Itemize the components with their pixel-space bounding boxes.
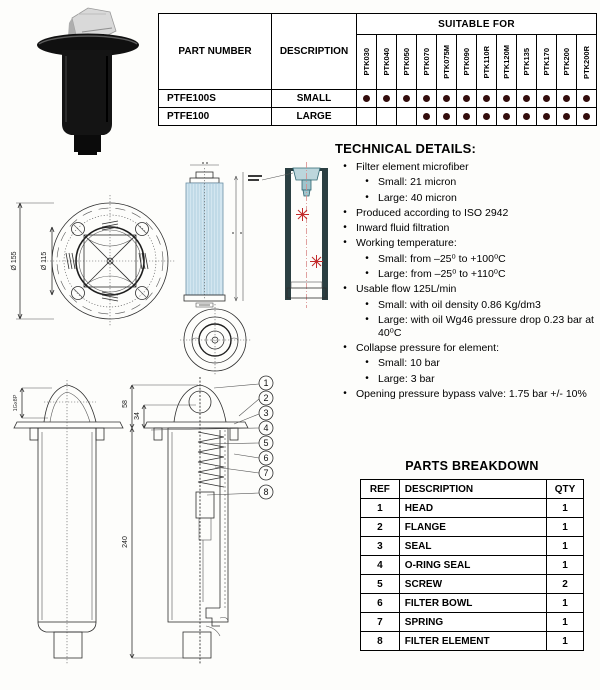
compatibility-table: [158, 13, 597, 126]
technical-detail-text: Opening pressure bypass valve: 1.75 bar +/- 10%: [356, 387, 587, 400]
technical-detail-item: [341, 283, 597, 339]
ref-cell: 2: [361, 518, 400, 537]
compatibility-cell: [417, 90, 437, 108]
svg-text:2: 2: [263, 393, 269, 403]
technical-detail-subrow: [363, 314, 597, 340]
product-photo: [22, 4, 154, 156]
qty-cell: 1: [547, 613, 584, 632]
model-column-label: PTK030: [361, 48, 371, 76]
qty-cell: 1: [547, 518, 584, 537]
dim-flange-height: [134, 405, 196, 428]
technical-detail-row: [341, 283, 597, 296]
compatibility-dot: [383, 95, 390, 102]
parts-table-row: [361, 632, 584, 651]
ref-cell: 6: [361, 594, 400, 613]
model-column-label: PTK040: [381, 48, 391, 76]
bowl-section-view: [248, 162, 328, 308]
part-number-header: PART NUMBER: [159, 14, 272, 90]
model-column-header: [577, 35, 597, 90]
technical-detail-subtext: Small: 10 bar: [378, 357, 440, 370]
compat-table-body: [159, 90, 597, 126]
part-description-cell: FILTER ELEMENT: [399, 632, 546, 651]
svg-text:1: 1: [263, 378, 269, 388]
technical-detail-subtext: Small: with oil density 0.86 Kg/dm3: [378, 298, 541, 311]
svg-text:7: 7: [263, 468, 269, 478]
technical-detail-subitem: [363, 357, 597, 370]
compatibility-cell: [417, 108, 437, 126]
model-column-label: PTK050: [401, 48, 411, 76]
callout-1: [214, 376, 273, 390]
model-column-label: PTK135: [521, 48, 531, 76]
compatibility-dot: [543, 95, 550, 102]
compatibility-dot: [523, 113, 530, 120]
filter-element-drawing: [180, 160, 340, 375]
technical-detail-item: [341, 161, 597, 204]
technical-detail-subitem: [363, 314, 597, 340]
part-description-cell: HEAD: [399, 499, 546, 518]
technical-detail-text: Collapse pressure for element:: [356, 342, 499, 355]
technical-detail-sublist: [363, 176, 597, 204]
bullet-icon: •: [343, 283, 347, 295]
technical-detail-row: [341, 388, 597, 401]
technical-detail-subitem: [363, 253, 597, 266]
bullet-icon: •: [343, 206, 347, 218]
flange-top-view-drawing: [8, 183, 180, 365]
model-column-header: [397, 35, 417, 90]
technical-detail-subtext: Small: from –25⁰ to +100⁰C: [378, 252, 506, 265]
svg-text:34: 34: [134, 412, 141, 420]
model-column-header: [457, 35, 477, 90]
technical-detail-subitem: [363, 176, 597, 189]
technical-detail-sublist: [363, 357, 597, 385]
parts-breakdown-title: PARTS BREAKDOWN: [405, 459, 539, 473]
technical-detail-row: [341, 161, 597, 174]
compatibility-dot: [503, 95, 510, 102]
technical-detail-subrow: [363, 299, 597, 312]
compatibility-dot: [543, 113, 550, 120]
external-side-view: [13, 380, 123, 664]
technical-detail-item: [341, 342, 597, 385]
technical-detail-row: [341, 222, 597, 235]
compatibility-cell: [517, 90, 537, 108]
compatibility-cell: [437, 108, 457, 126]
description-cell: SMALL: [272, 90, 357, 108]
technical-detail-subrow: [363, 253, 597, 266]
compatibility-cell: [477, 108, 497, 126]
model-column-header: [537, 35, 557, 90]
svg-text:Ø 155: Ø 155: [11, 251, 18, 271]
bullet-icon: •: [365, 372, 369, 384]
parts-table-row: [361, 594, 584, 613]
technical-detail-subtext: Large: 3 bar: [378, 372, 435, 385]
compatibility-cell: [577, 90, 597, 108]
dim-thread: [13, 388, 52, 418]
compatibility-cell: [457, 108, 477, 126]
parts-breakdown-section: [360, 459, 584, 651]
compatibility-dot: [443, 113, 450, 120]
parts-table-row: [361, 613, 584, 632]
part-description-cell: SPRING: [399, 613, 546, 632]
part-number-cell: PTFE100S: [159, 90, 272, 108]
technical-detail-subrow: [363, 373, 597, 386]
ref-cell: 7: [361, 613, 400, 632]
compatibility-cell: [437, 90, 457, 108]
technical-detail-subtext: Large: from –25⁰ to +110⁰C: [378, 268, 506, 281]
compat-header-row-1: [159, 14, 597, 35]
parts-table-row: [361, 499, 584, 518]
model-column-label: PTK120M: [501, 45, 511, 79]
element-bottom-view: [180, 304, 251, 375]
compatibility-dot: [423, 113, 430, 120]
technical-detail-row: [341, 342, 597, 355]
technical-detail-row: [341, 207, 597, 220]
svg-text:Ø 115: Ø 115: [41, 251, 48, 271]
technical-detail-sublist: [363, 299, 597, 340]
technical-detail-text: Produced according to ISO 2942: [356, 206, 509, 219]
technical-detail-text: Working temperature:: [356, 237, 457, 250]
compatibility-cell: [497, 90, 517, 108]
svg-text:1Gx8P: 1Gx8P: [13, 394, 19, 412]
description-header: DESCRIPTION: [272, 14, 357, 90]
ref-cell: 1: [361, 499, 400, 518]
suitable-for-header: SUITABLE FOR: [357, 14, 597, 35]
ref-cell: 3: [361, 537, 400, 556]
technical-details-title: TECHNICAL DETAILS:: [335, 141, 477, 156]
model-column-header: [557, 35, 577, 90]
model-column-header: [517, 35, 537, 90]
model-column-header: [497, 35, 517, 90]
model-column-header: [357, 35, 377, 90]
compatibility-cell: [357, 108, 377, 126]
side-view-drawing: [8, 372, 300, 674]
compatibility-dot: [443, 95, 450, 102]
model-column-label: PTK200: [561, 48, 571, 76]
technical-details-section: [333, 141, 597, 403]
technical-detail-sublist: [363, 253, 597, 281]
qty-cell: 1: [547, 556, 584, 575]
technical-detail-subtext: Large: with oil Wg46 pressure drop 0.23 bar at 40⁰C: [378, 313, 594, 339]
callout-7: [215, 466, 273, 480]
compatibility-cell: [377, 108, 397, 126]
model-column-header: [377, 35, 397, 90]
model-column-header: [437, 35, 457, 90]
compatibility-cell: [357, 90, 377, 108]
compatibility-dot: [483, 95, 490, 102]
ref-header: REF: [361, 480, 400, 499]
model-column-label: PTK075M: [441, 45, 451, 79]
flow-marks: [296, 208, 323, 268]
qty-cell: 1: [547, 499, 584, 518]
bullet-icon: •: [365, 298, 369, 310]
model-column-header: [417, 35, 437, 90]
parts-table-row: [361, 518, 584, 537]
parts-table-row: [361, 537, 584, 556]
svg-text:240: 240: [122, 536, 129, 548]
technical-detail-subrow: [363, 176, 597, 189]
parts-table-row: [361, 575, 584, 594]
technical-detail-subrow: [363, 192, 597, 205]
parts-table-body: [361, 499, 584, 651]
model-column-header: [477, 35, 497, 90]
qty-cell: 1: [547, 594, 584, 613]
compatibility-cell: [517, 108, 537, 126]
technical-detail-text: Filter element microfiber: [356, 161, 469, 173]
compat-table-row: [159, 108, 597, 126]
compatibility-dot: [423, 95, 430, 102]
bullet-icon: •: [343, 222, 347, 234]
compatibility-cell: [457, 90, 477, 108]
technical-detail-item: [341, 222, 597, 235]
description-cell: LARGE: [272, 108, 357, 126]
bullet-icon: •: [343, 161, 347, 172]
dim-inner-diameter: [41, 227, 54, 295]
parts-description-header: DESCRIPTION: [399, 480, 546, 499]
svg-text:4: 4: [263, 423, 269, 433]
technical-detail-subrow: [363, 357, 597, 370]
part-description-cell: O-RING SEAL: [399, 556, 546, 575]
callout-6: [234, 451, 273, 465]
bullet-icon: •: [343, 387, 347, 399]
technical-detail-item: [341, 388, 597, 401]
parts-table-row: [361, 556, 584, 575]
bullet-icon: •: [343, 237, 347, 249]
technical-detail-item: [341, 237, 597, 280]
callout-8: [207, 485, 273, 499]
svg-text:8: 8: [263, 487, 269, 497]
bullet-icon: •: [343, 342, 347, 354]
qty-cell: 2: [547, 575, 584, 594]
technical-detail-subitem: [363, 192, 597, 205]
part-description-cell: FILTER BOWL: [399, 594, 546, 613]
technical-detail-subtext: Small: 21 micron: [378, 176, 457, 189]
technical-detail-subitem: [363, 373, 597, 386]
compatibility-cell: [557, 108, 577, 126]
bullet-icon: •: [365, 357, 369, 369]
compat-table-row: [159, 90, 597, 108]
compatibility-cell: [477, 90, 497, 108]
technical-details-list: [333, 161, 597, 401]
svg-text:3: 3: [263, 408, 269, 418]
parts-table: [360, 479, 584, 651]
dim-total-height: [122, 428, 184, 658]
bullet-icon: •: [365, 268, 369, 280]
compatibility-cell: [537, 108, 557, 126]
technical-detail-subrow: [363, 268, 597, 281]
bullet-icon: •: [365, 176, 369, 188]
qty-cell: 1: [547, 537, 584, 556]
compatibility-dot: [483, 113, 490, 120]
technical-detail-text: Usable flow 125L/min: [356, 283, 457, 296]
technical-detail-subitem: [363, 299, 597, 312]
svg-text:58: 58: [122, 400, 129, 408]
compatibility-dot: [583, 113, 590, 120]
model-column-label: PTK110R: [481, 45, 491, 79]
svg-text:6: 6: [263, 453, 269, 463]
compatibility-dot: [523, 95, 530, 102]
bullet-icon: •: [365, 252, 369, 264]
compatibility-cell: [397, 90, 417, 108]
bullet-icon: •: [365, 313, 369, 325]
compatibility-dot: [363, 95, 370, 102]
ref-cell: 8: [361, 632, 400, 651]
part-description-cell: SEAL: [399, 537, 546, 556]
qty-header: QTY: [547, 480, 584, 499]
bullet-icon: •: [365, 191, 369, 203]
compatibility-cell: [397, 108, 417, 126]
model-column-label: PTK170: [541, 48, 551, 76]
compatibility-dot: [463, 113, 470, 120]
compatibility-cell: [557, 90, 577, 108]
compatibility-dot: [403, 95, 410, 102]
ref-cell: 5: [361, 575, 400, 594]
qty-cell: 1: [547, 632, 584, 651]
model-column-label: PTK200R: [581, 45, 591, 79]
compatibility-dot: [463, 95, 470, 102]
compatibility-cell: [577, 108, 597, 126]
parts-header-row: [361, 480, 584, 499]
compatibility-dot: [503, 113, 510, 120]
compatibility-cell: [497, 108, 517, 126]
model-column-label: PTK070: [421, 48, 431, 76]
technical-detail-item: [341, 207, 597, 220]
technical-detail-subtext: Large: 40 micron: [378, 191, 457, 204]
compatibility-cell: [377, 90, 397, 108]
svg-text:5: 5: [263, 438, 269, 448]
technical-detail-row: [341, 237, 597, 250]
compatibility-dot: [563, 113, 570, 120]
compatibility-dot: [563, 95, 570, 102]
ref-cell: 4: [361, 556, 400, 575]
technical-detail-text: Inward fluid filtration: [356, 222, 450, 235]
compatibility-cell: [537, 90, 557, 108]
part-description-cell: FLANGE: [399, 518, 546, 537]
part-description-cell: SCREW: [399, 575, 546, 594]
part-number-cell: PTFE100: [159, 108, 272, 126]
section-side-view: [144, 377, 248, 664]
model-column-label: PTK090: [461, 48, 471, 76]
technical-detail-subitem: [363, 268, 597, 281]
compatibility-dot: [583, 95, 590, 102]
